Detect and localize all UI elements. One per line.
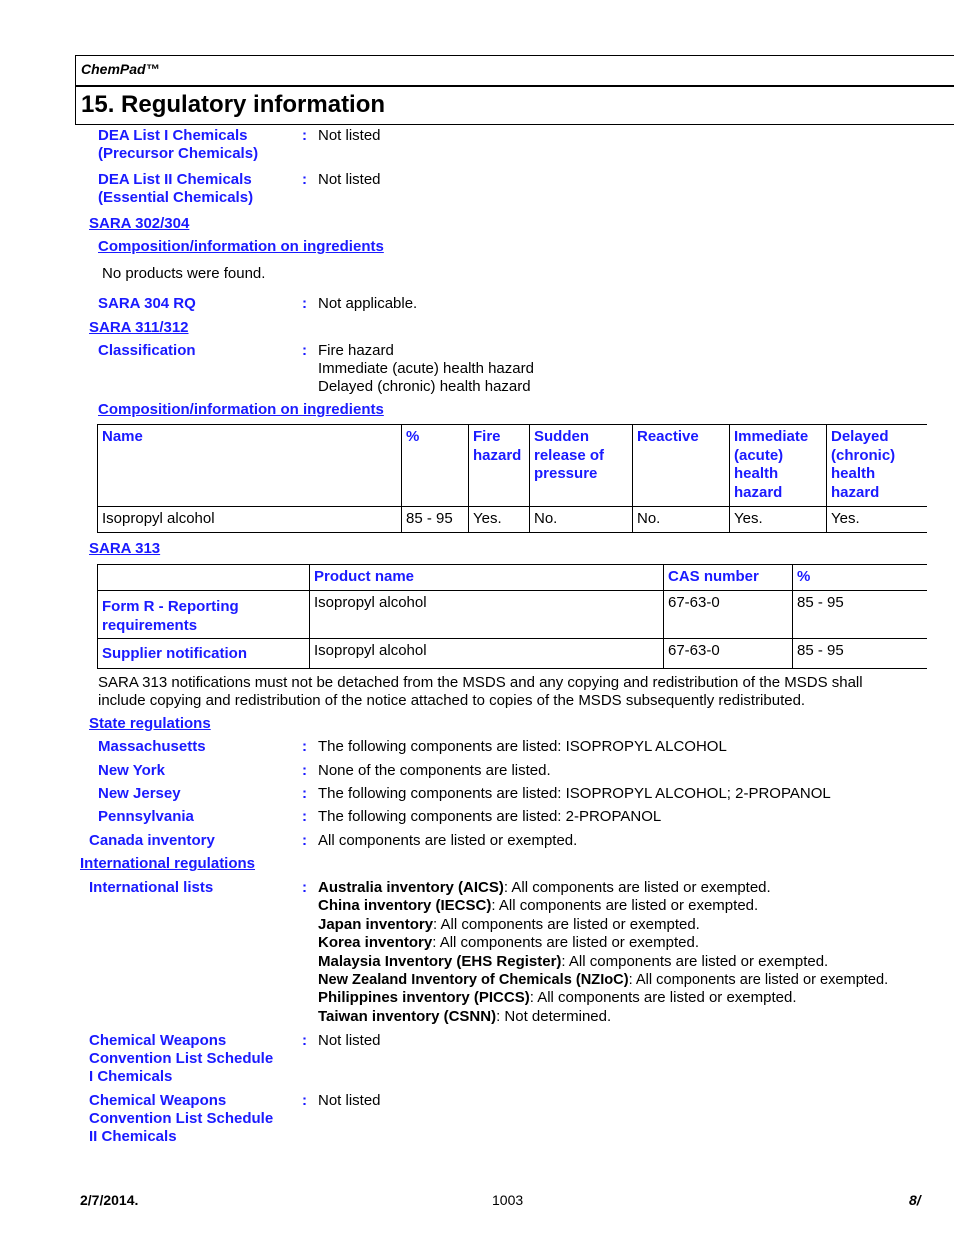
sara-304-rq-value: Not applicable. [318,295,418,312]
list-item: Malaysia Inventory (EHS Register): All components are listed or exempted. [318,952,829,970]
section-title: 15. Regulatory information [81,91,386,118]
cell-percent: 85 - 95 [793,591,928,639]
list-item: Australia inventory (AICS): All components are listed or exempted. [318,879,771,896]
cell-cas: 67-63-0 [664,639,793,669]
document-header [75,55,954,86]
sara-311-table [97,424,927,533]
colon: : [302,127,307,144]
col-delayed: Delayed (chronic) health hazard [827,425,928,507]
list-item: New Zealand Inventory of Chemicals (NZIoC): All components are listed or exempted. [318,972,889,989]
cell-reactive: No. [633,507,730,533]
sara-302-heading[interactable]: SARA 302/304 [89,215,190,232]
table-header-row [98,425,928,507]
dea-list-1-label: DEA List I Chemicals (Precursor Chemicals) [98,127,259,162]
list-item: Philippines inventory (PICCS): All components are listed or exempted. [318,989,797,1007]
supplier-notification-label: Supplier notification [98,639,310,669]
new-york-label: New York [98,762,165,779]
footer-page-number: 8/ [909,1192,921,1208]
col-immediate: Immediate (acute) health hazard [730,425,827,507]
state-regulations-heading[interactable]: State regulations [89,715,211,732]
colon: : [302,879,307,896]
new-jersey-value: The following components are listed: ISOPROPYL ALCOHOL; 2-PROPANOL [318,785,831,802]
footer-code: 1003 [492,1192,524,1208]
table-row [98,639,928,669]
colon: : [302,171,307,188]
col-percent: % [402,425,469,507]
sara-304-rq-label: SARA 304 RQ [98,295,196,312]
col-reactive: Reactive [633,425,730,507]
classification-label: Classification [98,342,196,359]
cell-name: Isopropyl alcohol [98,507,402,533]
cell-sudden: No. [530,507,633,533]
sara-313-table [97,564,927,669]
sara-302-composition-heading[interactable]: Composition/information on ingredients [98,238,384,255]
cell-delayed: Yes. [827,507,928,533]
massachusetts-label: Massachusetts [98,738,206,755]
dea-list-2-label: DEA List II Chemicals (Essential Chemicals) [98,171,254,206]
list-item: Japan inventory: All components are listed or exempted. [318,915,700,933]
cell-immediate: Yes. [730,507,827,533]
footer-date: 2/7/2014. [80,1192,139,1208]
pennsylvania-value: The following components are listed: 2-PROPANOL [318,808,662,825]
section-header [75,86,954,125]
list-item: Korea inventory: All components are listed or exempted. [318,934,700,952]
colon: : [302,762,307,779]
canada-inventory-value: All components are listed or exempted. [318,832,578,849]
international-regulations-heading[interactable]: International regulations [80,855,256,872]
cell-product: Isopropyl alcohol [310,639,664,669]
colon: : [302,295,307,312]
chemical-weapons-1-value: Not listed [318,1032,381,1049]
sara-311-composition-heading[interactable]: Composition/information on ingredients [98,401,384,418]
dea-list-2-value: Not listed [318,171,381,188]
colon: : [302,808,307,825]
col-product-name: Product name [310,565,664,591]
list-item: China inventory (IECSC): All components are listed or exempted. [318,897,759,915]
new-york-value: None of the components are listed. [318,762,551,779]
cell-product: Isopropyl alcohol [310,591,664,639]
table-header-row [98,565,928,591]
new-jersey-label: New Jersey [98,785,181,802]
sara-313-heading[interactable]: SARA 313 [89,540,161,557]
col-percent: % [793,565,928,591]
colon: : [302,738,307,755]
col-sudden-release: Sudden release of pressure [530,425,633,507]
colon: : [302,342,307,359]
colon: : [302,785,307,802]
table-row [98,591,928,639]
empty-cell [98,565,310,591]
pennsylvania-label: Pennsylvania [98,808,194,825]
list-item: Taiwan inventory (CSNN): Not determined. [318,1007,612,1025]
colon: : [302,1032,307,1049]
international-lists-label: International lists [89,879,214,896]
dea-list-1-value: Not listed [318,127,381,144]
massachusetts-value: The following components are listed: ISOPROPYL ALCOHOL [318,738,727,755]
chemical-weapons-1-label: Chemical Weapons Convention List Schedule I Chemicals [89,1032,274,1085]
col-fire-hazard: Fire hazard [469,425,530,507]
cell-fire: Yes. [469,507,530,533]
chemical-weapons-2-value: Not listed [318,1092,381,1109]
cell-cas: 67-63-0 [664,591,793,639]
table-row [98,507,928,533]
cell-percent: 85 - 95 [402,507,469,533]
sara-311-heading[interactable]: SARA 311/312 [89,319,189,336]
cell-percent: 85 - 95 [793,639,928,669]
no-products-text: No products were found. [102,265,266,282]
col-name: Name [98,425,402,507]
classification-values: Fire hazard Immediate (acute) health hazard Delayed (chronic) health hazard [318,342,534,395]
colon: : [302,1092,307,1109]
sara-313-note: SARA 313 notifications must not be detached from the MSDS and any copying and redistribution of the MSDS shall include copying and redistribution of the notice attached to copies of the MSDS subsequently redistributed. [98,674,863,709]
col-cas-number: CAS number [664,565,793,591]
product-name: ChemPad™ [81,61,160,77]
colon: : [302,832,307,849]
international-lists-values [318,879,948,1026]
chemical-weapons-2-label: Chemical Weapons Convention List Schedule II Chemicals [89,1092,274,1145]
canada-inventory-label: Canada inventory [89,832,215,849]
form-r-label: Form R - Reporting requirements [98,591,310,639]
